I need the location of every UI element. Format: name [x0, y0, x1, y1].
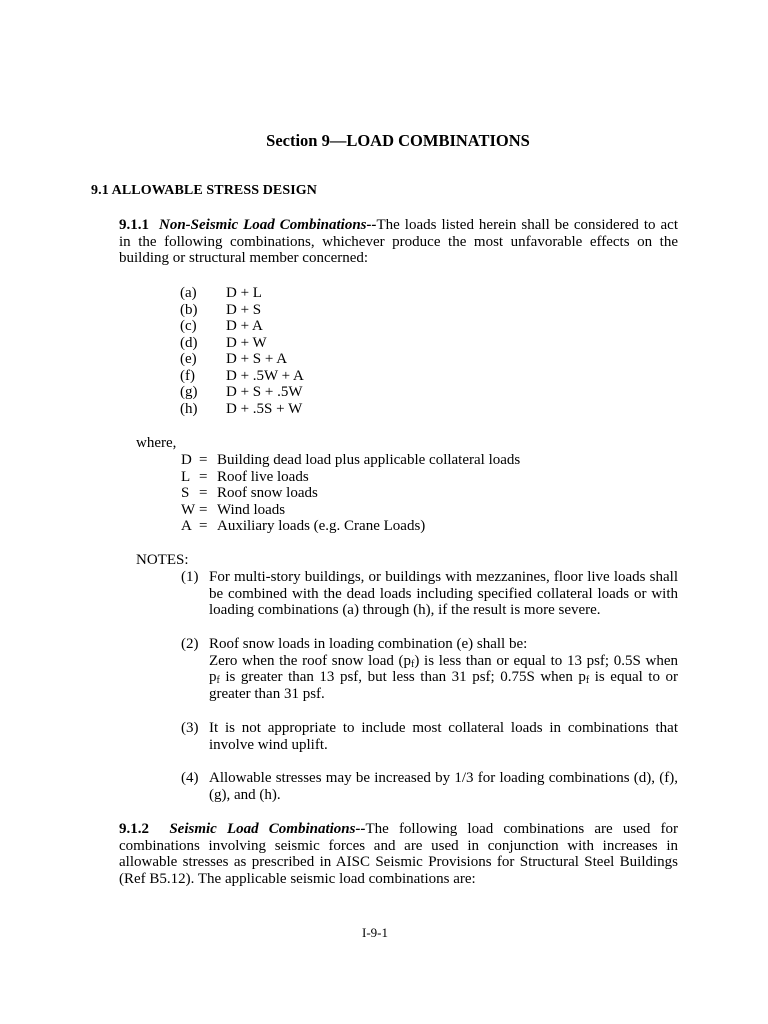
paragraph-9-1-2-text: The following load combinations are used for combinations involving seismic forces and are used in conjunction with increases in allowable stresses as prescribed in AISC Seismic Provisions for Structural Steel Buildings (Ref B5.12). The applicable seismic load combinations are: [119, 821, 678, 887]
definition-equals: = [199, 501, 208, 518]
definition-symbol: L [181, 468, 191, 485]
combination-label: (e) [180, 351, 197, 367]
combination-label: (b) [180, 301, 198, 318]
note-text: It is not appropriate to include most collateral loads in combinations that involve wind uplift. [209, 720, 678, 753]
subscript-f: f [216, 675, 220, 686]
combination-expression: D + S [226, 301, 262, 318]
definition-text: Building dead load plus applicable collateral loads [217, 452, 521, 468]
definition-equals: = [199, 452, 208, 468]
paragraph-9-1-1 [119, 217, 678, 267]
note-1 [181, 569, 678, 619]
note-2-segment: is equal to or greater than 31 psf. [209, 669, 678, 702]
note-2-segment: is greater than 13 psf, but less than 31 psf; 0.75S when p [219, 669, 586, 685]
definition-text: Roof snow loads [217, 485, 318, 501]
combination-expression: D + W [226, 334, 267, 351]
combination-label: (f) [180, 367, 195, 384]
note-2 [181, 636, 678, 702]
note-2-segment: ) is less than or equal to 13 psf; 0.5S when p [209, 652, 678, 685]
paragraph-9-1-2 [119, 821, 678, 887]
combination-label: (g) [180, 384, 198, 400]
note-text: For multi-story buildings, or buildings with mezzanines, floor live loads shall be combined with the dead loads including specified collateral loads or with loading combinations (a) through (h), if the result is more severe. [209, 569, 678, 618]
definition-equals: = [199, 518, 208, 534]
paragraph-9-1-2-title: Seismic Load Combinations-- [169, 821, 366, 837]
note-number: (4) [181, 770, 199, 786]
note-3 [181, 720, 678, 753]
combination-label: (h) [180, 400, 198, 417]
definition-symbol: D [181, 452, 192, 468]
note-number: (1) [181, 569, 199, 585]
note-text [209, 636, 678, 702]
section-title: Section 9—LOAD COMBINATIONS [266, 131, 530, 150]
combination-expression: D + A [226, 318, 263, 334]
combination-expression: D + S + A [226, 351, 288, 367]
paragraph-9-1-1-text: The loads listed herein shall be considered to act in the following combinations, whichever produce the most unfavorable effects on the building or structural member concerned: [119, 217, 678, 266]
combination-expression: D + S + .5W [226, 384, 303, 400]
heading-9-1: 9.1 ALLOWABLE STRESS DESIGN [91, 183, 318, 198]
definition-symbol: S [181, 485, 190, 501]
combination-expression: D + .5S + W [226, 400, 303, 417]
note-2-body [209, 653, 678, 703]
definition-text: Roof live loads [217, 468, 309, 485]
combination-label: (c) [180, 318, 197, 334]
definition-equals: = [199, 485, 208, 501]
definition-text: Auxiliary loads (e.g. Crane Loads) [217, 518, 426, 534]
definition-symbol: W [181, 501, 196, 518]
definition-text: Wind loads [217, 501, 286, 518]
page-number: I-9-1 [362, 925, 388, 940]
combination-label: (a) [180, 285, 197, 301]
paragraph-9-1-1-number: 9.1.1 [119, 217, 149, 233]
subscript-f: f [411, 658, 415, 670]
note-2-segment: Zero when the roof snow load (p [209, 652, 412, 669]
note-4 [181, 770, 678, 803]
where-label: where, [136, 435, 177, 451]
note-2-line-1: Roof snow loads in loading combination (e) shall be: [209, 636, 528, 652]
subscript-f: f [585, 675, 590, 686]
paragraph-9-1-2-number: 9.1.2 [119, 821, 149, 837]
paragraph-9-1-1-title: Non-Seismic Load Combinations-- [158, 217, 377, 233]
note-number: (2) [181, 636, 199, 652]
definition-symbol: A [181, 518, 192, 534]
combination-expression: D + .5W + A [226, 367, 304, 384]
definition-equals: = [199, 468, 208, 485]
combination-expression: D + L [226, 285, 262, 301]
notes-label: NOTES: [136, 552, 189, 568]
note-number: (3) [181, 720, 199, 736]
note-text: Allowable stresses may be increased by 1/3 for loading combinations (d), (f), (g), and (h). [209, 770, 678, 803]
combination-label: (d) [180, 334, 198, 351]
